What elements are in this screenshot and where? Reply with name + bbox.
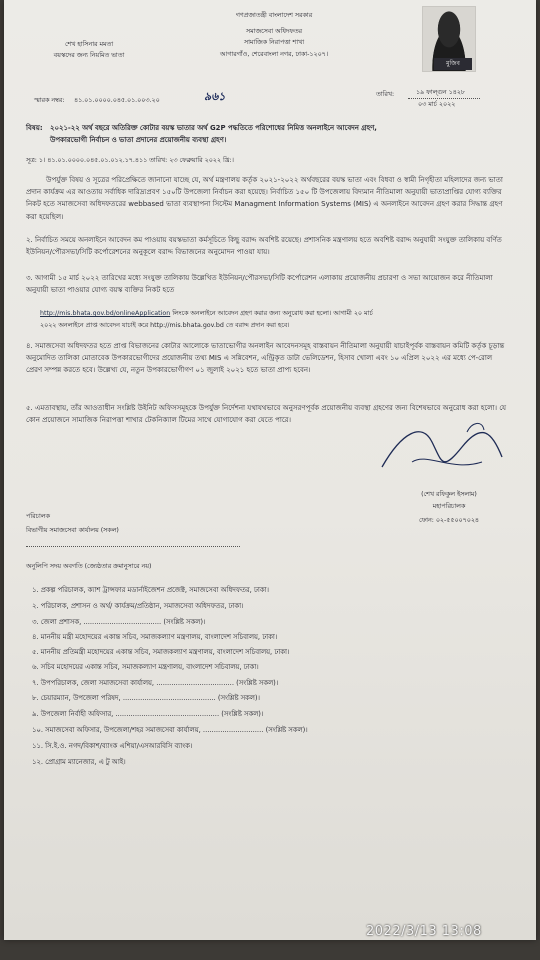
mujib-logo: মুজিব [434,58,472,70]
paragraph-3-continuation: লিংকে অনলাইনে আবেদন গ্রহণ করার জন্য অনুরোধ করা হলো। আগামী ২০ মার্চ [172,310,373,317]
memo-number: ৪১.০১.০০০০.০৪৫.০১.০০৩.২০ [74,97,160,104]
addressee-title: পরিচালক [26,513,50,520]
left-slogan-line2: বয়স্কদের জন্য নিয়মিত ভাতা [53,52,125,59]
subject-label: বিষয়: [26,124,43,132]
handwritten-signature [372,412,512,482]
signatory-phone: ফোন: ০২-৫৫০০৭০২৪ [418,517,480,524]
copy-item-10: ১০. সমাজসেবা অফিসার, উপজেলা/শহর সমাজসেবা কার্যালয়, ............................ (সংশ্লিষ্ট সকল)। [32,726,308,734]
reference-line: সূত্র: ১। ৪১.০১.০০০০.০৪৫.০১.০১২.১৭.৪১১ তারিখ: ২৩ ফেব্রুয়ারি ২০২২ খ্রি:। [26,157,234,164]
document-page [4,0,536,940]
copy-item-5: ৫. মাননীয় প্রতিমন্ত্রী মহোদয়ের একান্ত সচিব, সমাজকল্যাণ মন্ত্রণালয়, বাংলাদেশ সচিবালয়, ঢাকা। [32,648,290,656]
gov-name: গণপ্রজাতন্ত্রী বাংলাদেশ সরকার [235,12,313,19]
left-slogan-line1: শেখ হাসিনার মমতা [64,41,114,48]
date-label: তারিখ: [376,91,395,98]
addressee-office: বিভাগীয় সমাজসেবা কার্যালয় (সকল) [26,527,119,534]
addressee-dotted-line [26,546,240,547]
copy-item-4: ৪. মাননীয় মন্ত্রী মহোদয়ের একান্ত সচিব, সমাজকল্যাণ মন্ত্রণালয়, বাংলাদেশ সচিবালয়, ঢাকা। [32,633,278,641]
paragraph-3-end: ২০২২ অনলাইনে প্রাপ্ত আবেদন যাচাই করে http://mis.bhata.gov.bd তে বরাদ্দ প্রদান করা হবে। [40,322,290,329]
photo-timestamp: 2022/3/13 13:08 [366,924,482,939]
paragraph-2: ২. নির্বাচিত সময়ে অনলাইনে আবেদন কম পাওয়ায় বয়স্কভাতা কর্মসূচিতে কিছু বরাদ্দ অবশিষ্ট রয়েছে। প্রশাসনিক মন্ত্রণালয় হতে অবশিষ্ট বরাদ্দ অনুযায়ী সংযুক্ত তালিকায় বর্ণিত ইউনিয়ন/পৌরসভা/সিটি কর্পোরেশনের অনুকূলে বরাদ্দ বিভাজনের অনুমোদন পাওয়া যায়। [26,236,502,257]
subject-line2: উপকারভোগী নির্বাচন ও ভাতা প্রদানের প্রয়োজনীয় ব্যবস্থা গ্রহণ। [50,136,227,144]
copy-item-2: ২. পরিচালক, প্রশাসন ও অর্থ/ কার্যক্রম/প্রতিষ্ঠান, সমাজসেবা অধিদফতর, ঢাকা। [32,602,244,610]
online-application-link[interactable]: http://mis.bhata.gov.bd/onlineApplication [40,310,171,317]
copy-item-7: ৭. উপপরিচালক, জেলা সমাজসেবা কার্যালয়, .................................... (সংশ্লিষ্ট সকল)। [32,679,279,687]
paragraph-4: ৪. সমাজসেবা অধিদফতর হতে প্রাপ্ত বিভাজনের কোটার আলোকে ভাতাভোগীর অনলাইন আবেদনসমূহ বাস্তবায়ন নীতিমালা অনুযায়ী যাচাইপূর্বক বাস্তবায়ন কমিটি কর্তৃক চূড়ান্ত অনুমোদিত তালিকা মোতাবেক উপকারভোগীদের প্রয়োজনীয় তথ্য MIS এ সন্নিবেশন, এন্ট্রিকৃত ডাটা ভেলিডেশন, হিসাব খোলা এবং ১০ এপ্রিল ২০২২ এর মধ্যে পে-রোল প্রেরণ সম্পন্ন করতে হবে। উল্লেখ্য যে, নতুন উপকারভোগীগণ ০১ জুলাই ২০২১ হতে ভাতা প্রাপ্য হবেন। [26,342,505,375]
subject-line1: ২০২১-২২ অর্থ বছরে অতিরিক্ত কোটার বয়স্ক ভাতার অর্থ G2P পদ্ধতিতে পরিশোধের নিমিত্ত অনলাইনে আবেদন গ্রহণ, [50,124,377,132]
copy-item-9: ৯. উপজেলা নির্বাহী অফিসার, ................................................ (সংশ্লিষ্ট সকল)। [32,710,264,718]
memo-handwritten-number: ৯৬১ [204,90,226,103]
date-bengali: ১৯ ফাল্গুন ১৪২৮ [416,89,465,96]
paragraph-1: উপর্যুক্ত বিষয় ও সূত্রের পরিপ্রেক্ষিতে জানানো যাচ্ছে যে, অর্থ মন্ত্রণালয় কর্তৃক ২০২১-২০২২ অর্থবছরের বয়স্ক ভাতা এবং বিধবা ও স্বামী নিগৃহীতা মহিলাদের জন্য ভাতা প্রদান কার্যক্রম এর আওতায় সর্বাধিক দারিদ্র্যপ্রবণ ১৫০টি উপজেলা নির্বাচন করা হয়েছে। নির্বাচিত ১৫০ টি উপজেলায় বিদ্যমান নীতিমালা অনুযায়ী ভাতাপ্রাপ্তির যোগ্য ব্যক্তির নিকট হতে সমাজসেবা অধিদফতরের webbased ভাতা ব্যবস্থাপনা সিস্টেম Managment Information Systems (MIS) এ অনলাইনে আবেদন গ্রহণ করার সিদ্ধান্ত গ্রহণ করা হয়েছিল। [26,176,503,221]
copy-item-11: ১১. সি.ই.ও. নগদ/বিকাশ/ব্যাংক এশিয়া/এসআরবিসি ব্যাংক। [32,742,193,750]
date-divider [408,98,480,99]
copy-item-6: ৬. সচিব মহোদয়ের একান্ত সচিব, সমাজকল্যাণ মন্ত্রণালয়, বাংলাদেশ সচিবালয়, ঢাকা। [32,663,259,671]
paragraph-5: ৫. এমতাবস্থায়, তাঁর আওতাধীন সংশ্লিষ্ট উইনিট অফিসসমূহকে উপর্যুক্ত নির্দেশনা যথাযথভাবে অনুসরণপূর্বক প্রয়োজনীয় ব্যবস্থা গ্রহণের জন্য বিশেষভাবে অনুরোধ করা হলো। যে কোন প্রয়োজনে সামাজিক নিরাপত্তা শাখার টেকনিক্যাল টিমের সাথে যোগাযোগ করা যেতে পারে। [26,404,507,425]
copy-item-12: ১২. প্রোগ্রাম ম্যানেজার, এ টু আই। [32,758,126,766]
date-gregorian: ০৩ মার্চ ২০২২ [418,101,456,108]
section-name: সামাজিক নিরাপত্তা শাখা [243,39,305,46]
paragraph-3: ৩. আগামী ১৫ মার্চ ২০২২ তারিখের মধ্যে সংযুক্ত তালিকায় উল্লেখিত ইউনিয়ন/পৌরসভা/সিটি কর্পোরেশন এলাকায় প্রয়োজনীয় প্রচারণা ও সভা আয়োজন করে নীতিমালা অনুযায়ী ভাতা পাওয়ার যোগ্য বয়স্ক ব্যক্তির নিকট হতে [26,274,493,295]
copy-item-3: ৩. জেলা প্রশাসক, .................................... (সংশ্লিষ্ট সকল)। [32,618,206,626]
signatory-designation: মহাপরিচালক [432,503,466,510]
office-address: আগারগাঁও, শেরেবাংলা নগর, ঢাকা-১২০৭। [219,51,329,58]
copy-heading: অনুলিপি সদয় অবগতি (জ্যেষ্ঠতার ক্রমানুসারে নয়) [26,563,152,570]
memo-number-label: স্মারক নম্বর: [34,97,65,104]
copy-item-1: ১. প্রকল্প পরিচালক, ক্যাশ ট্রান্সফার মডার্নাইজেশন প্রজেক্ট, সমাজসেবা অধিদফতর, ঢাকা। [32,586,269,594]
copy-item-8: ৮. চেয়ারম্যান, উপজেলা পরিষদ, ........................................... (সংশ্লিষ্ট সকল)। [32,694,260,702]
department-name: সমাজসেবা অধিদফতর [245,28,303,35]
signatory-name: (শেখ রফিকুল ইসলাম) [421,491,477,498]
